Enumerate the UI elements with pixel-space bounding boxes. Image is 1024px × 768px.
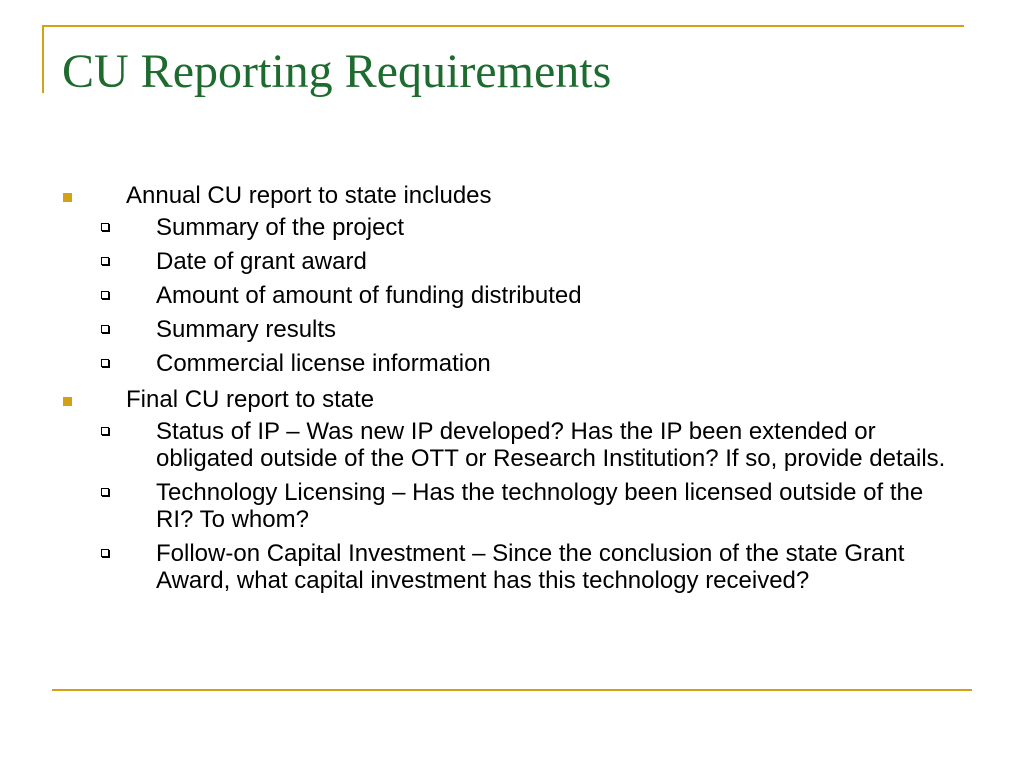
hollow-square-bullet-icon xyxy=(101,257,109,265)
sub-bullet xyxy=(0,248,956,275)
sub-bullet-text: Date of grant award xyxy=(156,248,367,275)
hollow-square-bullet-icon xyxy=(101,325,109,333)
sub-bullet-text: Technology Licensing – Has the technology been licensed outside of the RI? To whom? xyxy=(156,479,924,533)
bullet-text: Final CU report to state xyxy=(126,386,375,413)
left-border-line xyxy=(42,25,44,93)
sub-bullet-text: Commercial license information xyxy=(156,350,491,377)
hollow-square-bullet-icon xyxy=(101,427,109,435)
hollow-square-bullet-icon xyxy=(101,549,109,557)
bullet-list xyxy=(0,180,1024,601)
sub-bullet-text: Summary results xyxy=(156,316,337,343)
sub-bullet-text: Status of IP – Was new IP developed? Has the IP been extended or obligated outside of the OTT or Research Institution? If so, provide details. xyxy=(156,418,946,472)
sub-bullet-text: Follow-on Capital Investment – Since the conclusion of the state Grant Award, what capital investment has this technology received? xyxy=(156,540,905,594)
hollow-square-bullet-icon xyxy=(101,488,109,496)
top-border-line xyxy=(42,25,964,27)
sub-bullet-text: Amount of amount of funding distributed xyxy=(156,282,582,309)
hollow-square-bullet-icon xyxy=(101,359,109,367)
bullet-annual-report xyxy=(0,180,1024,212)
bottom-border-line xyxy=(52,689,972,691)
sub-bullet xyxy=(0,350,956,377)
hollow-square-bullet-icon xyxy=(101,223,109,231)
hollow-square-bullet-icon xyxy=(101,291,109,299)
sub-bullet-text: Summary of the project xyxy=(156,214,405,241)
bullet-text: Annual CU report to state includes xyxy=(126,182,492,209)
square-bullet-icon xyxy=(63,397,72,406)
sub-bullet xyxy=(0,316,956,343)
sub-bullet xyxy=(0,282,956,309)
square-bullet-icon xyxy=(63,193,72,202)
bullet-final-report xyxy=(0,384,1024,416)
sub-bullet xyxy=(0,418,956,472)
sub-bullet xyxy=(0,540,956,594)
sub-bullet xyxy=(0,479,956,533)
slide-title: CU Reporting Requirements xyxy=(62,45,612,98)
sub-bullet xyxy=(0,214,956,241)
